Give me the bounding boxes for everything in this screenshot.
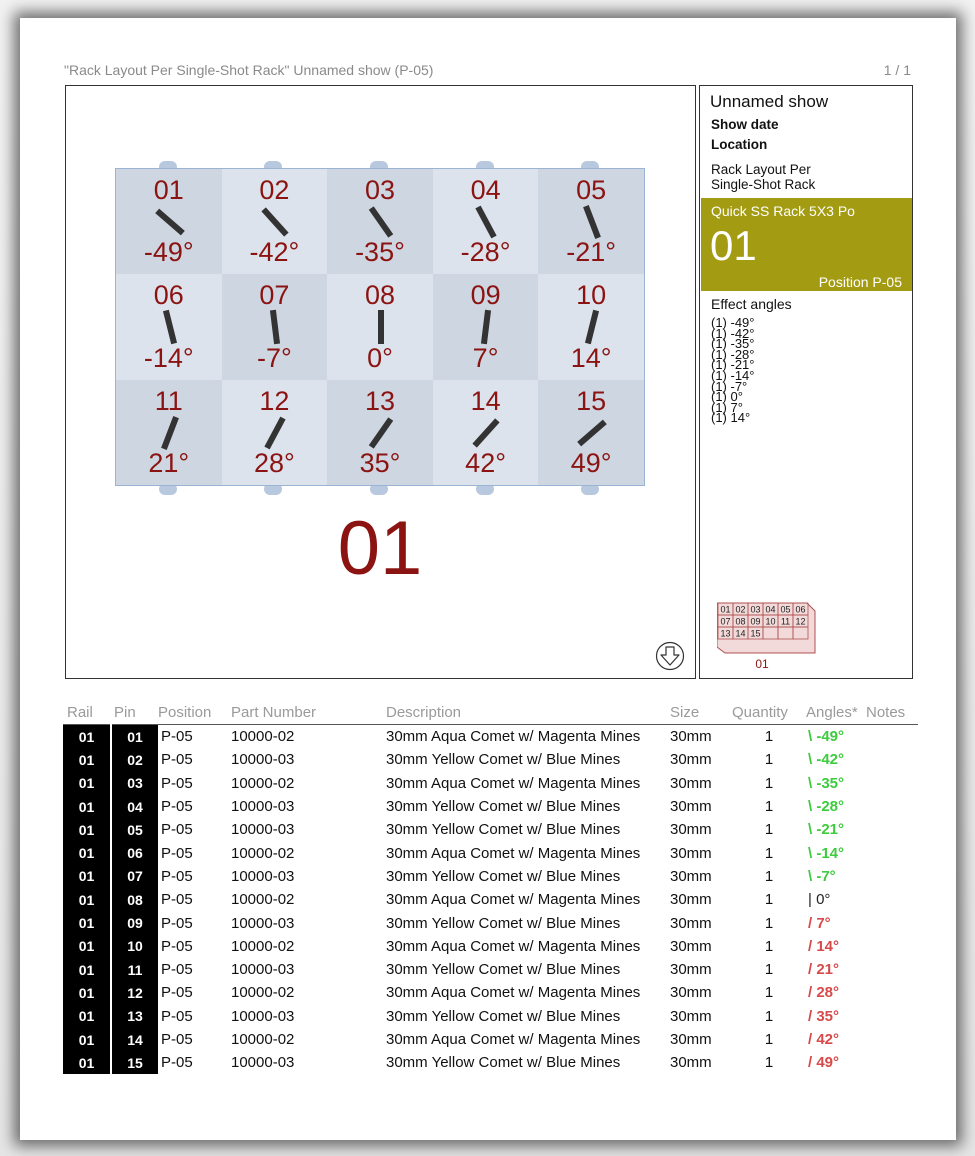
pin-cell: 02 bbox=[111, 748, 158, 771]
mini-cell-label: 06 bbox=[795, 604, 806, 615]
size-cell: 30mm bbox=[670, 844, 712, 862]
part-number-cell: 10000-03 bbox=[231, 867, 295, 885]
cell-number: 08 bbox=[364, 280, 395, 311]
rail-cell: 01 bbox=[63, 1051, 111, 1074]
pin-cell: 14 bbox=[111, 1028, 158, 1051]
size-cell: 30mm bbox=[670, 798, 712, 816]
effect-angle-item: (1) -7° bbox=[711, 378, 748, 394]
cell-number: 12 bbox=[259, 385, 290, 416]
mini-cell-label: 02 bbox=[735, 604, 746, 615]
mini-cell-label: 12 bbox=[795, 616, 806, 627]
notes-cell bbox=[866, 911, 918, 934]
quantity-cell: 1 bbox=[764, 867, 774, 885]
layout-name-line1: Rack Layout Per bbox=[711, 162, 811, 177]
table-row[interactable] bbox=[63, 981, 918, 1004]
quantity-cell: 1 bbox=[764, 1031, 774, 1048]
notes-cell bbox=[866, 1005, 918, 1028]
quantity-cell: 1 bbox=[764, 798, 774, 816]
rack-name: Quick SS Rack 5X3 Po bbox=[711, 203, 855, 219]
quantity-cell: 1 bbox=[764, 914, 774, 932]
notes-cell bbox=[866, 958, 918, 981]
pin-cell: 08 bbox=[111, 888, 158, 911]
description-cell: 30mm Aqua Comet w/ Magenta Mines bbox=[386, 937, 641, 955]
notes-cell bbox=[866, 888, 918, 911]
mini-cell-label: 07 bbox=[720, 616, 731, 627]
description-cell: 30mm Aqua Comet w/ Magenta Mines bbox=[386, 774, 641, 792]
description-cell: 30mm Aqua Comet w/ Magenta Mines bbox=[386, 891, 641, 909]
rail-cell: 01 bbox=[63, 981, 111, 1004]
position-cell: P-05 bbox=[161, 798, 193, 816]
position-cell: P-05 bbox=[161, 891, 193, 909]
cell-number: 13 bbox=[364, 385, 395, 416]
pin-cell: 03 bbox=[111, 772, 158, 795]
angle-cell: \ -42° bbox=[808, 751, 845, 769]
part-number-cell: 10000-02 bbox=[231, 774, 295, 792]
mini-cell-label: 01 bbox=[720, 604, 731, 615]
mini-cell-label: 09 bbox=[750, 616, 761, 627]
rail-cell: 01 bbox=[63, 935, 111, 958]
part-number-cell: 10000-03 bbox=[231, 1007, 295, 1025]
effect-angle-item: (1) 7° bbox=[711, 399, 743, 415]
tube-angle-marker bbox=[162, 310, 176, 344]
notes-cell bbox=[866, 748, 918, 771]
description-cell: 30mm Yellow Comet w/ Blue Mines bbox=[386, 961, 621, 979]
cell-angle: 21° bbox=[148, 447, 190, 478]
table-row[interactable] bbox=[63, 725, 918, 749]
pin-cell: 15 bbox=[111, 1051, 158, 1074]
quantity-cell: 1 bbox=[764, 1007, 774, 1025]
mini-cell-label: 08 bbox=[735, 616, 746, 627]
mini-cell-label: 03 bbox=[750, 604, 761, 615]
cell-number: 05 bbox=[576, 175, 607, 205]
table-row[interactable] bbox=[63, 1005, 918, 1028]
position-cell: P-05 bbox=[161, 1054, 193, 1072]
pin-cell: 10 bbox=[111, 935, 158, 958]
size-cell: 30mm bbox=[670, 914, 712, 932]
notes-cell bbox=[866, 841, 918, 864]
position-cell: P-05 bbox=[161, 984, 193, 1002]
cell-number: 09 bbox=[470, 280, 501, 311]
part-number-cell: 10000-03 bbox=[231, 961, 295, 979]
rack-cell bbox=[327, 169, 433, 274]
angle-cell: \ -49° bbox=[808, 728, 845, 746]
size-cell: 30mm bbox=[670, 1054, 712, 1072]
notes-cell bbox=[866, 981, 918, 1004]
quantity-cell: 1 bbox=[764, 728, 774, 746]
angle-cell: / 28° bbox=[808, 984, 840, 1002]
cell-number: 11 bbox=[154, 385, 183, 416]
tube-angle-marker bbox=[161, 416, 179, 450]
rail-cell: 01 bbox=[63, 1005, 111, 1028]
description-cell: 30mm Yellow Comet w/ Blue Mines bbox=[386, 1007, 621, 1025]
table-row[interactable] bbox=[63, 865, 918, 888]
notes-cell bbox=[866, 772, 918, 795]
angle-cell: | 0° bbox=[808, 891, 831, 909]
angle-cell: / 14° bbox=[808, 937, 840, 955]
parts-table bbox=[63, 700, 918, 1074]
part-number-cell: 10000-02 bbox=[231, 937, 295, 955]
rack-cell bbox=[433, 274, 539, 379]
col-quantity: Quantity bbox=[732, 700, 806, 725]
tube-angle-marker bbox=[473, 418, 500, 447]
effect-angle-item: (1) -49° bbox=[711, 315, 755, 330]
quantity-cell: 1 bbox=[764, 774, 774, 792]
part-number-cell: 10000-02 bbox=[231, 1031, 295, 1048]
rail-cell: 01 bbox=[63, 911, 111, 934]
table-row[interactable] bbox=[63, 1051, 918, 1074]
rail-cell: 01 bbox=[63, 795, 111, 818]
rail-cell: 01 bbox=[63, 748, 111, 771]
mini-cell-label: 15 bbox=[750, 628, 761, 639]
rack-cell bbox=[433, 169, 539, 274]
angle-cell: \ -14° bbox=[808, 844, 845, 862]
description-cell: 30mm Yellow Comet w/ Blue Mines bbox=[386, 914, 621, 932]
rack-position: Position P-05 bbox=[818, 274, 902, 290]
position-cell: P-05 bbox=[161, 914, 193, 932]
size-cell: 30mm bbox=[670, 961, 712, 979]
cell-angle: -28° bbox=[460, 237, 511, 268]
cell-angle: -35° bbox=[355, 237, 405, 268]
cell-number: 04 bbox=[470, 175, 501, 205]
part-number-cell: 10000-02 bbox=[231, 728, 295, 746]
table-row[interactable] bbox=[63, 888, 918, 911]
quantity-cell: 1 bbox=[764, 937, 774, 955]
angle-cell: \ -21° bbox=[808, 821, 845, 839]
effect-angle-item: (1) -35° bbox=[711, 336, 755, 352]
effect-angle-item: (1) 0° bbox=[711, 389, 743, 405]
tube-angle-marker bbox=[577, 419, 607, 446]
rack-cell bbox=[222, 380, 328, 485]
rack-badge bbox=[701, 198, 912, 291]
cell-number: 14 bbox=[470, 385, 501, 416]
tube-angle-marker bbox=[368, 417, 392, 448]
pin-cell: 11 bbox=[111, 958, 158, 981]
notes-cell bbox=[866, 1051, 918, 1074]
notes-cell bbox=[866, 818, 918, 841]
tube-angle-marker bbox=[270, 310, 280, 344]
tube-angle-marker bbox=[481, 310, 491, 344]
tube-angle-marker bbox=[368, 206, 392, 237]
size-cell: 30mm bbox=[670, 751, 712, 769]
position-cell: P-05 bbox=[161, 1031, 193, 1048]
mini-cell-label: 14 bbox=[735, 628, 746, 639]
quantity-cell: 1 bbox=[764, 984, 774, 1002]
page-number: 1 / 1 bbox=[883, 62, 911, 78]
effect-angle-item: (1) -21° bbox=[711, 357, 755, 373]
cell-angle: -21° bbox=[566, 237, 617, 268]
notes-cell bbox=[866, 725, 918, 749]
notes-cell bbox=[866, 1028, 918, 1051]
size-cell: 30mm bbox=[670, 984, 712, 1002]
show-date-label: Show date bbox=[711, 117, 779, 132]
show-name: Unnamed show bbox=[710, 92, 829, 111]
cell-angle: 49° bbox=[570, 447, 612, 478]
cell-angle: 42° bbox=[465, 447, 507, 478]
angle-cell: / 35° bbox=[808, 1007, 840, 1025]
col-description: Description bbox=[386, 700, 670, 725]
table-row[interactable] bbox=[63, 748, 918, 771]
cell-angle: -42° bbox=[249, 237, 300, 268]
position-cell: P-05 bbox=[161, 728, 193, 746]
position-cell: P-05 bbox=[161, 1007, 193, 1025]
pin-cell: 09 bbox=[111, 911, 158, 934]
col-size: Size bbox=[670, 700, 732, 725]
effect-angle-item: (1) 14° bbox=[711, 410, 751, 426]
table-header-row bbox=[63, 700, 918, 725]
quantity-cell: 1 bbox=[764, 961, 774, 979]
cell-number: 15 bbox=[576, 385, 607, 416]
rack-badge-number: 01 bbox=[710, 222, 757, 269]
tube-angle-marker bbox=[583, 205, 601, 239]
arrow-down-icon[interactable] bbox=[655, 641, 685, 671]
rail-cell: 01 bbox=[63, 725, 111, 749]
pin-cell: 01 bbox=[111, 725, 158, 749]
table-row[interactable] bbox=[63, 795, 918, 818]
mini-cell-label: 05 bbox=[780, 604, 791, 615]
rail-cell: 01 bbox=[63, 1028, 111, 1051]
effect-angles-list bbox=[711, 315, 755, 426]
position-cell: P-05 bbox=[161, 751, 193, 769]
quantity-cell: 1 bbox=[764, 821, 774, 839]
quantity-cell: 1 bbox=[764, 1054, 774, 1072]
part-number-cell: 10000-03 bbox=[231, 821, 295, 839]
notes-cell bbox=[866, 865, 918, 888]
part-number-cell: 10000-03 bbox=[231, 751, 295, 769]
cell-angle: 0° bbox=[367, 342, 393, 373]
rack-cell bbox=[538, 380, 644, 485]
part-number-cell: 10000-03 bbox=[231, 1054, 295, 1072]
size-cell: 30mm bbox=[670, 891, 712, 909]
description-cell: 30mm Aqua Comet w/ Magenta Mines bbox=[386, 728, 641, 746]
part-number-cell: 10000-02 bbox=[231, 984, 295, 1002]
mini-cell-label: 04 bbox=[765, 604, 776, 615]
description-cell: 30mm Aqua Comet w/ Magenta Mines bbox=[386, 844, 641, 862]
part-number-cell: 10000-03 bbox=[231, 914, 295, 932]
description-cell: 30mm Yellow Comet w/ Blue Mines bbox=[386, 821, 621, 839]
effect-angle-item: (1) -14° bbox=[711, 367, 755, 383]
quantity-cell: 1 bbox=[764, 844, 774, 862]
col-position: Position bbox=[158, 700, 231, 725]
part-number-cell: 10000-02 bbox=[231, 844, 295, 862]
tube-angle-marker bbox=[585, 310, 599, 344]
pin-cell: 06 bbox=[111, 841, 158, 864]
pin-cell: 05 bbox=[111, 818, 158, 841]
pin-cell: 13 bbox=[111, 1005, 158, 1028]
rack-cell bbox=[116, 274, 222, 379]
rail-cell: 01 bbox=[63, 841, 111, 864]
position-cell: P-05 bbox=[161, 937, 193, 955]
cell-number: 02 bbox=[259, 175, 290, 205]
position-cell: P-05 bbox=[161, 821, 193, 839]
position-cell: P-05 bbox=[161, 774, 193, 792]
cell-angle: 14° bbox=[570, 342, 612, 373]
size-cell: 30mm bbox=[670, 937, 712, 955]
part-number-cell: 10000-03 bbox=[231, 798, 295, 816]
notes-cell bbox=[866, 795, 918, 818]
quantity-cell: 1 bbox=[764, 751, 774, 769]
mini-cell-label: 13 bbox=[720, 628, 731, 639]
angle-cell: \ -35° bbox=[808, 774, 845, 792]
col-pin: Pin bbox=[111, 700, 158, 725]
effect-angle-item: (1) -42° bbox=[711, 325, 755, 341]
description-cell: 30mm Yellow Comet w/ Blue Mines bbox=[386, 867, 621, 885]
table-row[interactable] bbox=[63, 841, 918, 864]
description-cell: 30mm Yellow Comet w/ Blue Mines bbox=[386, 751, 621, 769]
angle-cell: / 7° bbox=[808, 914, 831, 932]
table-row[interactable] bbox=[63, 935, 918, 958]
col-part-number: Part Number bbox=[231, 700, 386, 725]
rack-thumbnail bbox=[717, 601, 817, 657]
table-row[interactable] bbox=[63, 1028, 918, 1051]
cell-angle: 28° bbox=[253, 447, 295, 478]
pin-cell: 07 bbox=[111, 865, 158, 888]
size-cell: 30mm bbox=[670, 867, 712, 885]
col-notes: Notes bbox=[866, 700, 918, 725]
position-cell: P-05 bbox=[161, 961, 193, 979]
rail-cell: 01 bbox=[63, 888, 111, 911]
cell-angle: -49° bbox=[143, 237, 194, 268]
description-cell: 30mm Yellow Comet w/ Blue Mines bbox=[386, 1054, 621, 1072]
notes-cell bbox=[866, 935, 918, 958]
col-rail: Rail bbox=[63, 700, 111, 725]
pin-cell: 12 bbox=[111, 981, 158, 1004]
cell-number: 07 bbox=[259, 280, 290, 311]
description-cell: 30mm Yellow Comet w/ Blue Mines bbox=[386, 798, 621, 816]
cell-number: 06 bbox=[153, 280, 184, 311]
rail-cell: 01 bbox=[63, 958, 111, 981]
mini-cell-label: 11 bbox=[780, 616, 791, 627]
rail-cell: 01 bbox=[63, 772, 111, 795]
layout-name-line2: Single-Shot Rack bbox=[711, 177, 816, 192]
rack-number-large: 01 bbox=[337, 506, 423, 591]
location-label: Location bbox=[711, 137, 768, 152]
tube-angle-marker bbox=[264, 416, 285, 449]
size-cell: 30mm bbox=[670, 774, 712, 792]
tube-angle-marker bbox=[261, 207, 288, 236]
tube-angle-marker bbox=[476, 206, 497, 239]
col-angles: Angles* bbox=[806, 700, 866, 725]
rail-cell: 01 bbox=[63, 818, 111, 841]
angle-cell: / 49° bbox=[808, 1054, 840, 1072]
rack-cell bbox=[327, 274, 433, 379]
cell-angle: -7° bbox=[256, 342, 292, 373]
mini-cell-label: 10 bbox=[765, 616, 776, 627]
cell-number: 03 bbox=[364, 175, 395, 205]
table-row[interactable] bbox=[63, 818, 918, 841]
rack-cell bbox=[538, 274, 644, 379]
cell-number: 01 bbox=[153, 175, 184, 205]
position-cell: P-05 bbox=[161, 844, 193, 862]
table-row[interactable] bbox=[63, 772, 918, 795]
size-cell: 30mm bbox=[670, 728, 712, 746]
description-cell: 30mm Aqua Comet w/ Magenta Mines bbox=[386, 1031, 641, 1048]
rack-grid bbox=[115, 168, 645, 486]
cell-angle: 7° bbox=[472, 342, 499, 373]
part-number-cell: 10000-02 bbox=[231, 891, 295, 909]
rack-cell bbox=[538, 169, 644, 274]
pin-cell: 04 bbox=[111, 795, 158, 818]
cell-angle: 35° bbox=[359, 447, 401, 478]
rack-cell bbox=[222, 274, 328, 379]
tube-angle-marker bbox=[378, 310, 384, 344]
angle-cell: / 42° bbox=[808, 1031, 840, 1048]
rack-cell bbox=[116, 169, 222, 274]
rack-cell bbox=[327, 380, 433, 485]
rack-cell bbox=[433, 380, 539, 485]
effect-angles-label: Effect angles bbox=[711, 296, 792, 312]
report-title: "Rack Layout Per Single-Shot Rack" Unnamed show (P-05) bbox=[64, 62, 434, 78]
effect-angle-item: (1) -28° bbox=[711, 346, 755, 362]
size-cell: 30mm bbox=[670, 821, 712, 839]
rack-cell bbox=[222, 169, 328, 274]
angle-cell: / 21° bbox=[808, 961, 840, 979]
tube-angle-marker bbox=[155, 209, 185, 236]
size-cell: 30mm bbox=[670, 1007, 712, 1025]
rail-cell: 01 bbox=[63, 865, 111, 888]
size-cell: 30mm bbox=[670, 1031, 712, 1048]
cell-number: 10 bbox=[576, 280, 607, 311]
rack-thumbnail-label: 01 bbox=[755, 657, 769, 671]
position-cell: P-05 bbox=[161, 867, 193, 885]
cell-angle: -14° bbox=[143, 342, 194, 373]
description-cell: 30mm Aqua Comet w/ Magenta Mines bbox=[386, 984, 641, 1002]
table-row[interactable] bbox=[63, 958, 918, 981]
angle-cell: \ -28° bbox=[808, 798, 845, 816]
angle-cell: \ -7° bbox=[808, 867, 836, 885]
rack-cell bbox=[116, 380, 222, 485]
table-row[interactable] bbox=[63, 911, 918, 934]
quantity-cell: 1 bbox=[764, 891, 774, 909]
